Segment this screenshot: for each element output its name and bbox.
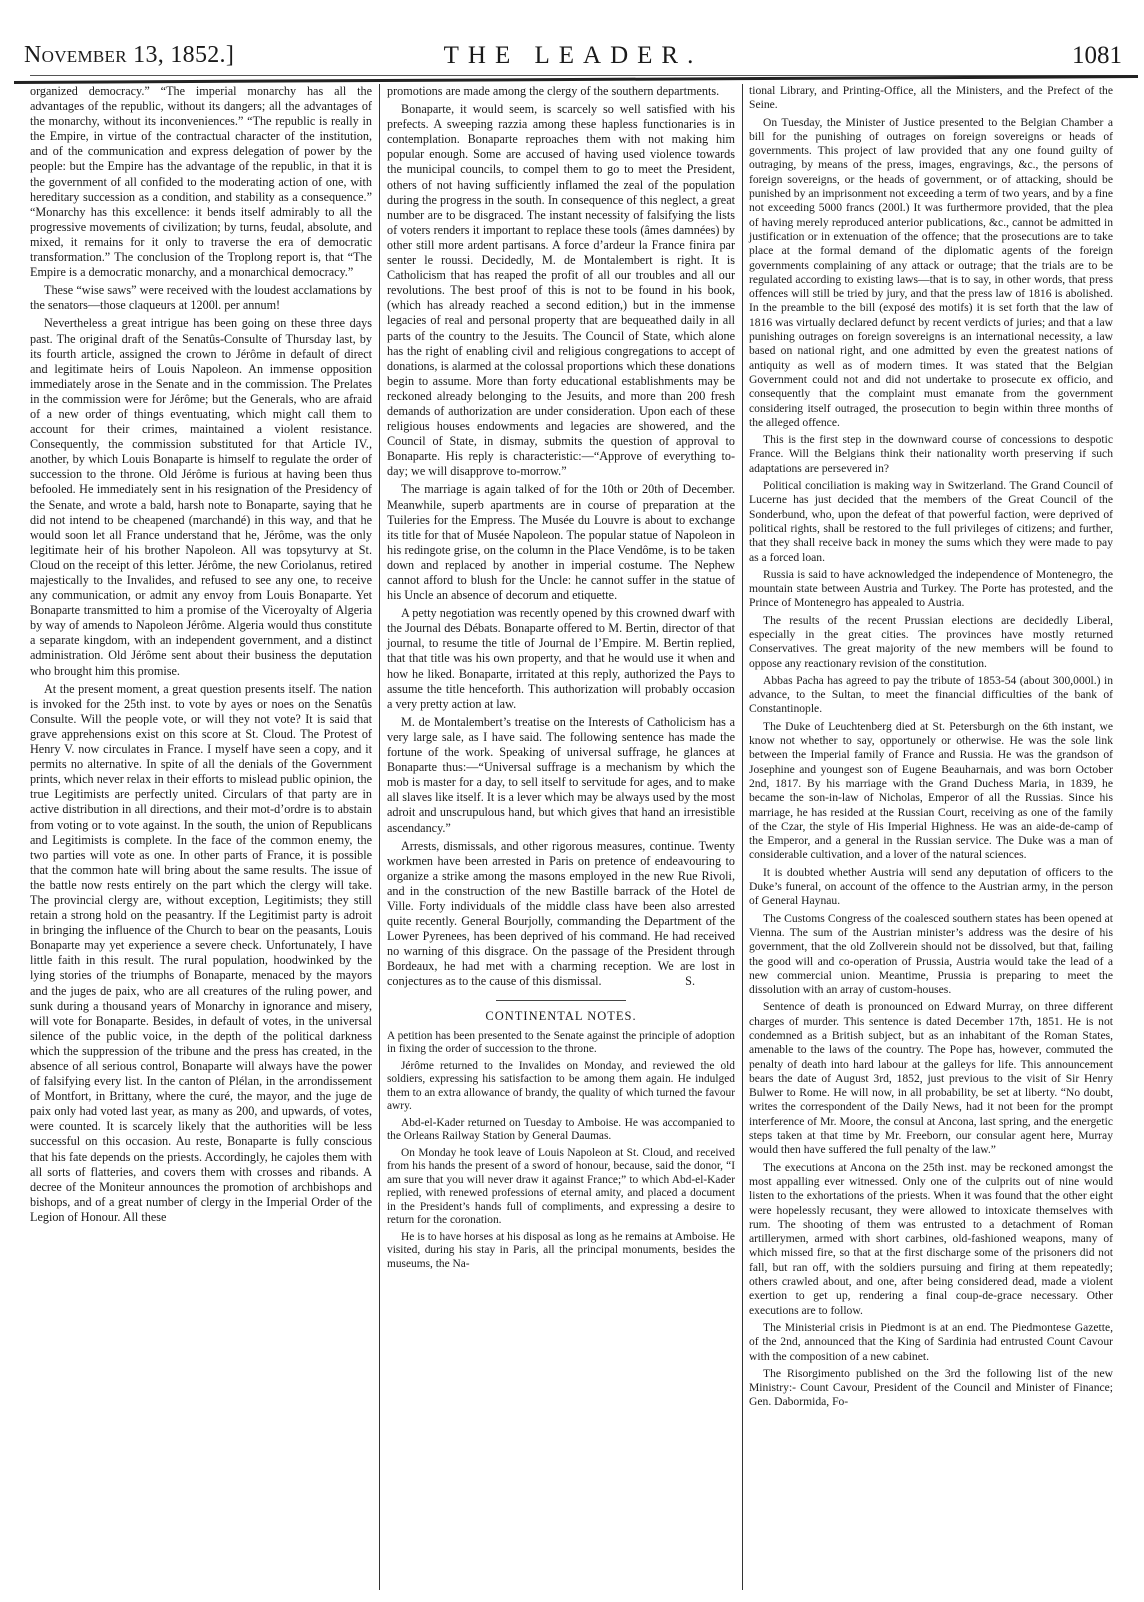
note-paragraph: On Monday he took leave of Louis Napoleon at St. Cloud, and received from his hands the present of a sword of honour, because, said the donor, “I am sure that you will never draw it against France;” to which Abd-el-Kader replied, with renewed professions of eternal amity, and placed a document in the President’s hands full of compliments, and expressing a desire to return for the coronation. (387, 1146, 735, 1227)
paragraph: At the present moment, a great question presents itself. The nation is invoked for the 25th inst. to vote by ayes or noes on the Senatûs Consulte. Will the people vote, or will they not vote? It is said that grave apprehensions exist on this score at St. Cloud. The Protest of Henry V. now circulates in France. I myself have seen a copy, and it permits no alternative. In spite of all the denials of the Government prints, which never relax in their efforts to mislead public opinion, the true Legitimists are perfectly united. Circulars of that party are in active distribution in all directions, and their mot-d’ordre is to abstain from voting or to vote against. In the south, the union of Republicans and Legitimists is complete. In the face of the common enemy, the two parties will vote as one. In other parts of France, it is possible that the common hate will bring about the same results. The issue of the battle now rests entirely on the part which the clergy will take. The provincial clergy are, without exception, Legitimists; they still retain a strong hold on the peasantry. If the Legitimist party is adroit in bringing the influence of the Church to bear on the peasants, Louis Bonaparte may yet experience a severe check. Unfortunately, I have little faith in this result. The rural population, hoodwinked by the lying stories of the triumphs of Bonaparte, menaced by the mayors and the juges de paix, who are all creatures of the ruling power, and sunk during a thousand years of Monarchy in ignorance and misery, will vote for Bonaparte. Besides, in default of votes, in the universal silence of the public voice, in the depth of the political darkness which the suppression of the tribune and the press has created, in the absence of all serious control, Bonaparte will always have the power of falsifying every list. In the canton of Plélan, in the arrondissement of Montfort, in Brittany, where the curé, the mayor, and the juge de paix only had voted last year, as many as 200, and upwards, of votes, were counted. It is scarcely likely that the authorities will be less successful on this occasion. Au reste, Bonaparte is fully conscious that his fate depends on the priests. Accordingly, he cajoles them with all sorts of flatteries, and covers them with crosses and ribands. A decree of the Moniteur announces the promotion of archbishops and bishops, and of a great number of clergy in the Imperial Order of the Legion of Honour. All these (30, 681, 372, 1224)
column-divider-2 (742, 84, 743, 1590)
paragraph: M. de Montalembert’s treatise on the Interests of Catholicism has a very large sale, as I have said. The following sentence has made the fortune of the work. Speaking of universal suffrage, he glances at Bonaparte thus:—“Universal suffrage is a mechanism by which the mob is master for a day, to sell itself to servitude for ages, and to make all slaves like itself. It is a lever which may be always used by the most adroit and unscrupulous hand, but which gives that hand an irresistible ascendancy.” (387, 714, 735, 835)
paragraph: Russia is said to have acknowledged the independence of Montenegro, the mountain state between Austria and Turkey. The Porte has protested, and the Prince of Montenegro has appealed to Austria. (749, 567, 1113, 610)
page-number: 1081 (1072, 42, 1122, 69)
date-prefix: N (24, 42, 42, 68)
masthead-rule (14, 75, 1138, 84)
column-3 (749, 84, 1113, 1413)
paragraph: The Risorgimento published on the 3rd the following list of the new Ministry:- Count Cavour, President of the Council and Minister of Finance; Gen. Dabormida, Fo- (749, 1366, 1113, 1409)
paragraph: The executions at Ancona on the 25th inst. may be reckoned amongst the most appalling ever witnessed. Only one of the culprits out of nine would listen to the exhortations of the priests. When it was found that the other eight were hopelessly recusant, they were allowed to intoxicate themselves with rum. The shooting of them was entrusted to a detachment of Roman artillerymen, armed with short carbines, old-fashioned weapons, many of which missed fire, so that at the first discharge some of the prisoners did not fall, but ran off, with the soldiers pursuing and firing at them repeatedly; others crawled about, and one, after being considered dead, made a violent exertion to get up, rendering a final coup-de-grace necessary. Other executions are to follow. (749, 1160, 1113, 1317)
paragraph-with-signature (387, 839, 735, 990)
paragraph: The Duke of Leuchtenberg died at St. Petersburgh on the 6th instant, we know not whether to say, opportunely or otherwise. He was the sole link between the Imperial family of France and Russia. He was the grandson of Josephine and youngest son of Eugene Beauharnais, and was born October 2nd, 1817. By his marriage with the Grand Duchess Maria, in 1839, he became the son-in-law of Nicholas, Emperor of all the Russias. Since his marriage, he has resided at the Russian Court, receiving as one of the family of the Czar, the style of His Imperial Highness. He was an aide-de-camp of the Emperor, and a general in the Russian service. The Duke was a man of considerable cultivation, and a lover of the natural sciences. (749, 719, 1113, 862)
paragraph: Sentence of death is pronounced on Edward Murray, on three different charges of murder. This sentence is dated December 17th, 1851. He is not condemned as a British subject, but as an inhabitant of the Roman States, amenable to the laws of the country. The Pope has, however, commuted the penalty of death into hard labour at the galleys for life. This announcement bears the date of August 3rd, 1852, just previous to the visit of Sir Henry Bulwer to Rome. He will now, in all probability, be set at liberty. “No doubt, writes the correspondent of the Daily News, had it not been for the prompt interference of Mr. Moore, the consul at Ancona, last spring, and the energetic steps taken at that time by Mr. Freeborn, our consular agent here, Murray would then have suffered the full penalty of the law.” (749, 1000, 1113, 1157)
author-signature: S. (685, 974, 695, 989)
masthead (24, 42, 1122, 72)
paragraph: The Customs Congress of the coalesced southern states has been opened at Vienna. The sum of the Austrian minister’s address was the desire of his government, that the old Zollverein should not be dissolved, but that, failing the good will and co-operation of Prussia, Austria would take the lead of a new commercial union. Meantime, Prussia is preparing to meet the dissolution with an array of custom-houses. (749, 911, 1113, 997)
paragraph: tional Library, and Printing-Office, all the Ministers, and the Prefect of the Seine. (749, 84, 1113, 112)
paragraph: Bonaparte, it would seem, is scarcely so well satisfied with his prefects. A sweeping razzia among these hapless functionaries is in contemplation. Bonaparte reproaches them with not making him popular enough. Some are accused of having used violence towards the municipal councils, to compel them to go to meet the President, others of not having sufficiently inflamed the zeal of the population during the progress in the south. In consequence of this neglect, a great number are to be disgraced. The instant necessity of falsifying the lists of voters renders it important to replace these tools (âmes damnées) by other still more ardent partisans. A force d’ardeur la France finira par senter le roussi. Decidedly, M. de Montalembert is right. It is Catholicism that has reaped the profit of all our troubles and all our revolutions. The best proof of this is not to be found in his book, (which has already reached a second edition,) but in the immense legacies of real and personal property that are bequeathed daily in all parts of the country to the Jesuits. The Council of State, which alone has the right of enabling civil and religious congregations to accept of donations, is alarmed at the colossal proportions which these donations begin to assume. More than forty educational establishments may be reckoned already belonging to the Jesuits, and more than 200 fresh demands of authorization are under consideration. Upon each of these religious houses endowments and legacies are showered, and the Council of State, in dismay, submits the question of approval to Bonaparte. His reply is characteristic:—“Approve of everything to-day; we will disapprove to-morrow.” (387, 102, 735, 479)
paragraph: These “wise saws” were received with the loudest acclamations by the senators—those claqueurs at 1200l. per annum! (30, 283, 372, 313)
paragraph: The Ministerial crisis in Piedmont is at an end. The Piedmontese Gazette, of the 2nd, announced that the King of Sardinia had entrusted Count Cavour with the composition of a new cabinet. (749, 1320, 1113, 1363)
paragraph: Nevertheless a great intrigue has been going on these three days past. The original draft of the Senatûs-Consulte of Thursday last, by its fourth article, assigned the crown to Jérôme in default of direct and legitimate heirs of Louis Napoleon. An immense opposition immediately arose in the Senate and in the commission. The Prelates in the commission were for Jérôme; but the Generals, who are afraid of a new order of things eventuating, which might call them to account for their crimes, maintained a violent resistance. Consequently, the commission substituted for that Article IV., another, by which Louis Bonaparte is himself to regulate the order of succession to the throne. Old Jérôme is furious at having been thus befooled. He immediately sent in his resignation of the Presidency of the Senate, and wrote a bald, harsh note to Bonaparte, saying that he did not intend to be cheapened (marchandé) in this way, and that he would soon let all France understand that he, Jérôme, was the only legitimate heir of his brother Napoleon. All was topsyturvy at St. Cloud on the receipt of this letter. Jérôme, the new Coriolanus, retired majestically to the Invalides, and refused to see any one, to receive any communication, or admit any envoy from Louis Bonaparte. Yet Bonaparte transmitted to him a promise of the Viceroyalty of Algeria by way of amends to Napoleon Jérôme. Algeria would thus constitute a separate kingdom, with an independent government, and a distinct administration. Old Jérôme sent about their business the deputation who brought him this promise. (30, 316, 372, 678)
paragraph: The results of the recent Prussian elections are decidedly Liberal, especially in the great cities. The provinces have mostly returned Conservatives. The great majority of the new members will be found to oppose any reactionary revision of the constitution. (749, 613, 1113, 670)
date-rest: 13, 1852.] (126, 42, 235, 68)
note-paragraph: Abd-el-Kader returned on Tuesday to Amboise. He was accompanied to the Orleans Railway Station by General Daumas. (387, 1116, 735, 1143)
paragraph: It is doubted whether Austria will send any deputation of officers to the Duke’s funeral, on account of the offence to the Austrian army, in the person of General Haynau. (749, 865, 1113, 908)
paragraph: On Tuesday, the Minister of Justice presented to the Belgian Chamber a bill for the punishing of outrages on foreign sovereigns or heads of governments. This project of law provided that any one found guilty of outraging, by means of the press, images, engravings, &c., the persons of foreign sovereigns, or the heads of government, or of attacking, should be punished by an imprisonment not exceeding a term of two years, and by a fine not exceeding 5000 francs (200l.) It was furthermore provided, that the plea of having merely reproduced anterior publications, &c., cannot be admitted in justification or in extenuation of the offence; that the prosecutions are to take place at the formal demand of the diplomatic agents of the foreign governments complaining of any attack or outrage; that the trials are to be regulated according to existing laws—that is to say, in other words, that press offences will still be tried by jury, and that the press law of 1816 is abolished. In the preamble to the bill (exposé des motifs) it is set forth that the law of 1816 was virtually declared defunct by recent verdicts of juries; and that a law punishing outrages on foreign sovereigns is an international necessity, a law based on national right, and one admitted by even the greatest nations of antiquity as well as of modern times. It was stated that the Belgian Government could not and did not undertake to prosecute ex officio, and consequently that the complaint must emanate from the government considering itself outraged, the prosecution to begin within three months of the alleged offence. (749, 115, 1113, 429)
note-paragraph: He is to have horses at his disposal as long as he remains at Amboise. He visited, during his stay in Paris, all the principal monuments, besides the museums, the Na- (387, 1230, 735, 1270)
date-month: ovember (41, 42, 127, 68)
column-2 (387, 84, 735, 1274)
column-1 (30, 84, 372, 1228)
note-paragraph: Jérôme returned to the Invalides on Monday, and reviewed the old soldiers, expressing his satisfaction to be among them again. He indulged them to an extra allowance of brandy, the quality of which turned the favour awry. (387, 1059, 735, 1113)
column-divider-1 (379, 84, 380, 1590)
section-divider (496, 1000, 626, 1001)
section-heading: CONTINENTAL NOTES. (485, 1008, 637, 1023)
paragraph: A petty negotiation was recently opened by this crowned dwarf with the Journal des Débats. Bonaparte offered to M. Bertin, director of that journal, to resume the title of Journal de l’Empire. M. Bertin replied, that that title was his own property, and that he would use it when and how he liked. Bonaparte, irritated at this reply, authorized the Pays to assume the title henceforth. This authorization will probably occasion a very pretty action at law. (387, 606, 735, 711)
paragraph: Political conciliation is making way in Switzerland. The Grand Council of Lucerne has just decided that the members of the Great Council of the Sonderbund, who, upon the defeat of that powerful faction, were deprived of political rights, shall be restored to the full privileges of citizens; and further, that they shall receive back in money the sums which they were made to pay as a forced loan. (749, 479, 1113, 564)
paragraph: This is the first step in the downward course of concessions to despotic France. Will the Belgians think their nationality worth preserving if such adaptations are persevered in? (749, 433, 1113, 475)
newspaper-title: THE LEADER. (443, 42, 703, 69)
paragraph: The marriage is again talked of for the 10th or 20th of December. Meanwhile, superb apartments are in course of preparation at the Tuileries for the Empress. The Musée du Louvre is about to exchange its title for that of Musée Napoleon. The popular statue of Napoleon in his redingote grise, on the column in the Place Vendôme, is to be taken down and replaced by another in imperial costume. The Nephew cannot afford to blush for the Uncle: he cannot suffer in the statue of his Uncle an absence of decorum and etiquette. (387, 482, 735, 603)
paragraph: organized democracy.” “The imperial monarchy has all the advantages of the republic, without its dangers; all the advantages of the monarchy, without its inconveniences.” “The republic is really in the Empire, in virtue of the contractual character of the institution, and of the communication and express delegation of power by the people: but the Empire has the advantage of the republic, in that it is the government of all confided to the moderating action of one, with hereditary succession as a condition, and stability as a consequence.” “Monarchy has this excellence: it bends itself admirably to all the progressive movements of civilization; by turns, feudal, absolute, and mixed, it remains for it only to traverse the era of democratic transformation.” The conclusion of the Troplong report is, that “The Empire is a democratic monarchy, and a monarchical democracy.” (30, 84, 372, 280)
continental-notes (387, 1030, 735, 1272)
note-paragraph: A petition has been presented to the Senate against the principle of adoption in fixing the order of succession to the throne. (387, 1029, 735, 1056)
paragraph-text: Arrests, dismissals, and other rigorous measures, continue. Twenty workmen have been arrested in Paris on pretence of endeavouring to organize a strike among the masons employed in the new Rue Rivoli, and in the construction of the new Bastille barrack of the Hotel de Ville. Forty individuals of the middle class have been also arrested quite recently. General Bourjolly, commanding the Department of the Lower Pyrenees, has been deprived of his command. He had received no warning of this disgrace. On the passage of the President through Bordeaux, he had met with a charming reception. We are lost in conjectures as to the cause of this dismissal. (387, 838, 735, 989)
paragraph: promotions are made among the clergy of the southern departments. (387, 84, 720, 98)
paragraph: Abbas Pacha has agreed to pay the tribute of 1853-54 (about 300,000l.) in advance, to the Sultan, to meet the financial difficulties of the bank of Constantinople. (749, 673, 1113, 716)
